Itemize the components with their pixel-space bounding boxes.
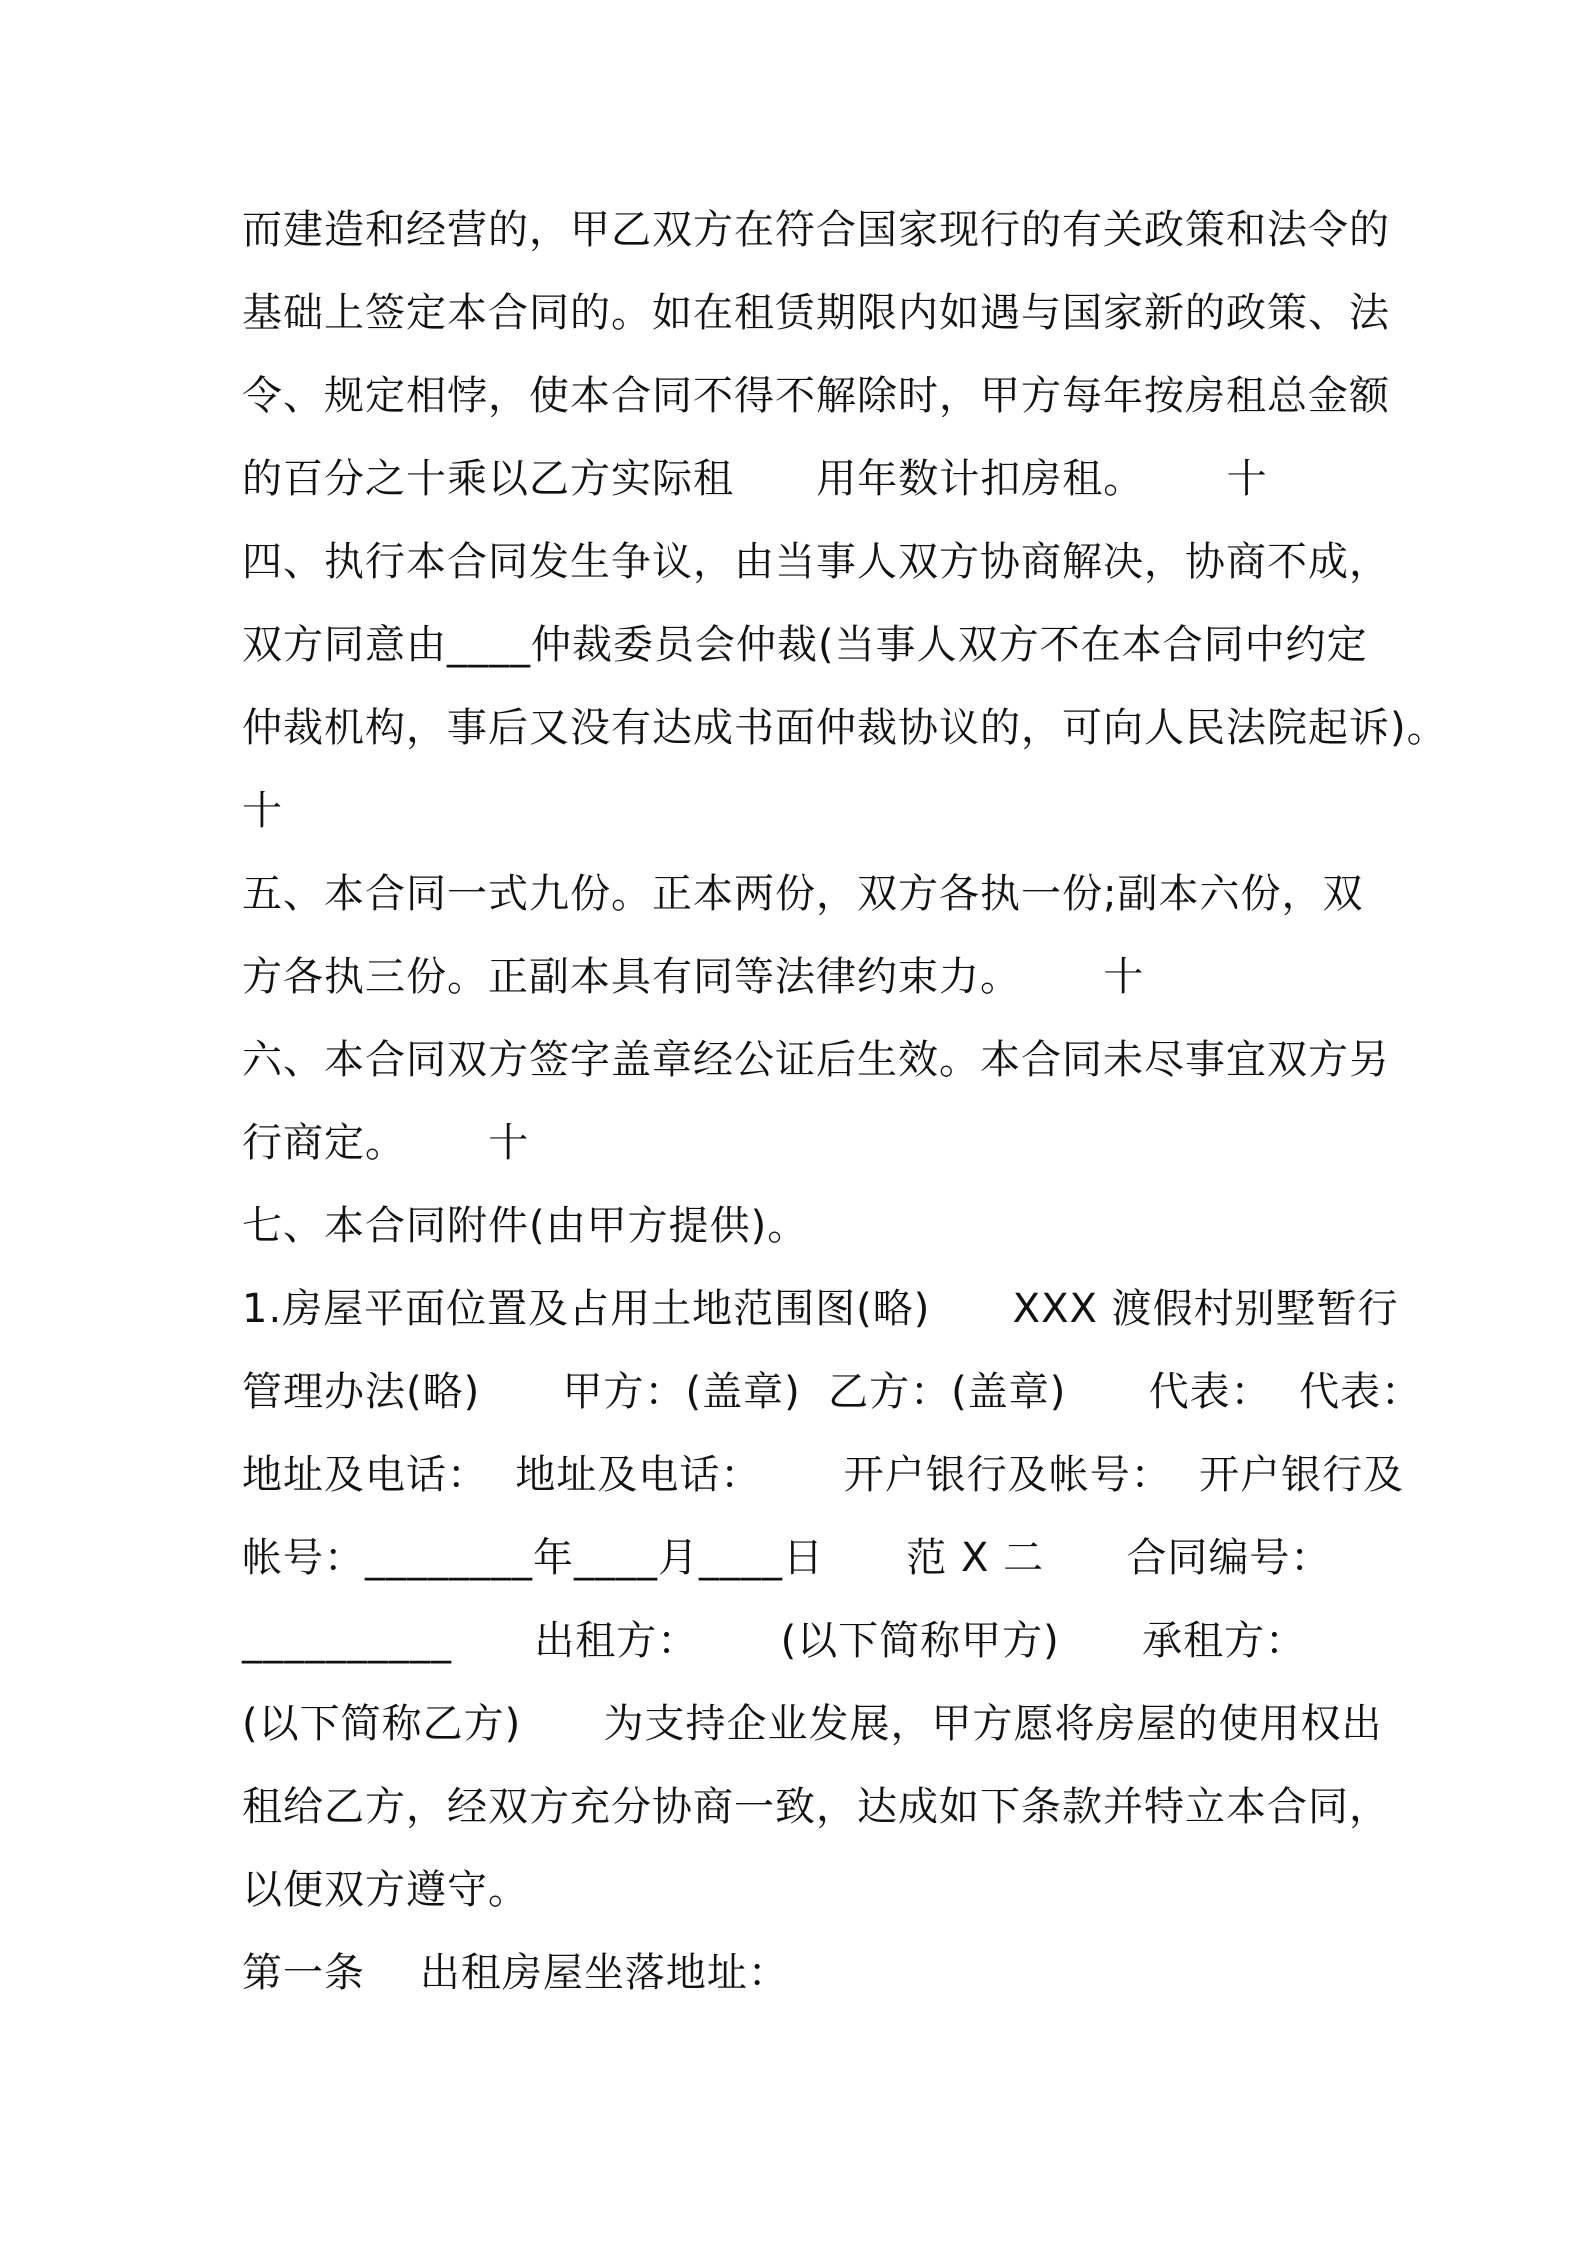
- article-one-heading: 第一条 出租房屋坐落地址：: [242, 1950, 789, 1996]
- paragraph-line: 地址及电话： 地址及电话： 开户银行及帐号： 开户银行及: [242, 1452, 1405, 1498]
- paragraph-line: 行商定。 十: [242, 1120, 530, 1166]
- clause-six-line: 六、本合同双方签字盖章经公证后生效。本合同未尽事宜双方另: [242, 1037, 1390, 1083]
- paragraph-line: 1.房屋平面位置及占用土地范围图(略) XXX 渡假村别墅暂行: [242, 1286, 1399, 1332]
- clause-five-line: 五、本合同一式九份。正本两份，双方各执一份;副本六份，双: [242, 871, 1364, 917]
- paragraph-line: __________ 出租方： (以下简称甲方) 承租方：: [242, 1618, 1307, 1664]
- paragraph-line: (以下简称乙方) 为支持企业发展，甲方愿将房屋的使用权出: [242, 1701, 1383, 1747]
- clause-seven-line: 七、本合同附件(由甲方提供)。: [242, 1203, 809, 1249]
- paragraph-line: 的百分之十乘以乙方实际租 用年数计扣房租。 十: [242, 456, 1268, 502]
- paragraph-line: 基础上签定本合同的。如在租赁期限内如遇与国家新的政策、法: [242, 290, 1390, 336]
- clause-four-line: 四、执行本合同发生争议，由当事人双方协商解决，协商不成，: [242, 539, 1390, 585]
- paragraph-line: 管理办法(略) 甲方：(盖章) 乙方：(盖章) 代表： 代表：: [242, 1369, 1423, 1415]
- paragraph-line: 帐号：________年____月____日 范 X 二 合同编号：: [242, 1535, 1332, 1581]
- paragraph-line: 以便双方遵守。: [242, 1867, 529, 1913]
- paragraph-line: 而建造和经营的，甲乙双方在符合国家现行的有关政策和法令的: [242, 207, 1390, 253]
- paragraph-line: 双方同意由____仲裁委员会仲裁(当事人双方不在本合同中约定: [242, 622, 1368, 668]
- paragraph-line: 租给乙方，经双方充分协商一致，达成如下条款并特立本合同，: [242, 1784, 1390, 1830]
- paragraph-line: 令、规定相悖，使本合同不得不解除时，甲方每年按房租总金额: [242, 373, 1390, 419]
- paragraph-line: 十: [242, 788, 283, 834]
- paragraph-line: 仲裁机构，事后又没有达成书面仲裁协议的，可向人民法院起诉)。: [242, 705, 1448, 751]
- paragraph-line: 方各执三份。正副本具有同等法律约束力。 十: [242, 954, 1145, 1000]
